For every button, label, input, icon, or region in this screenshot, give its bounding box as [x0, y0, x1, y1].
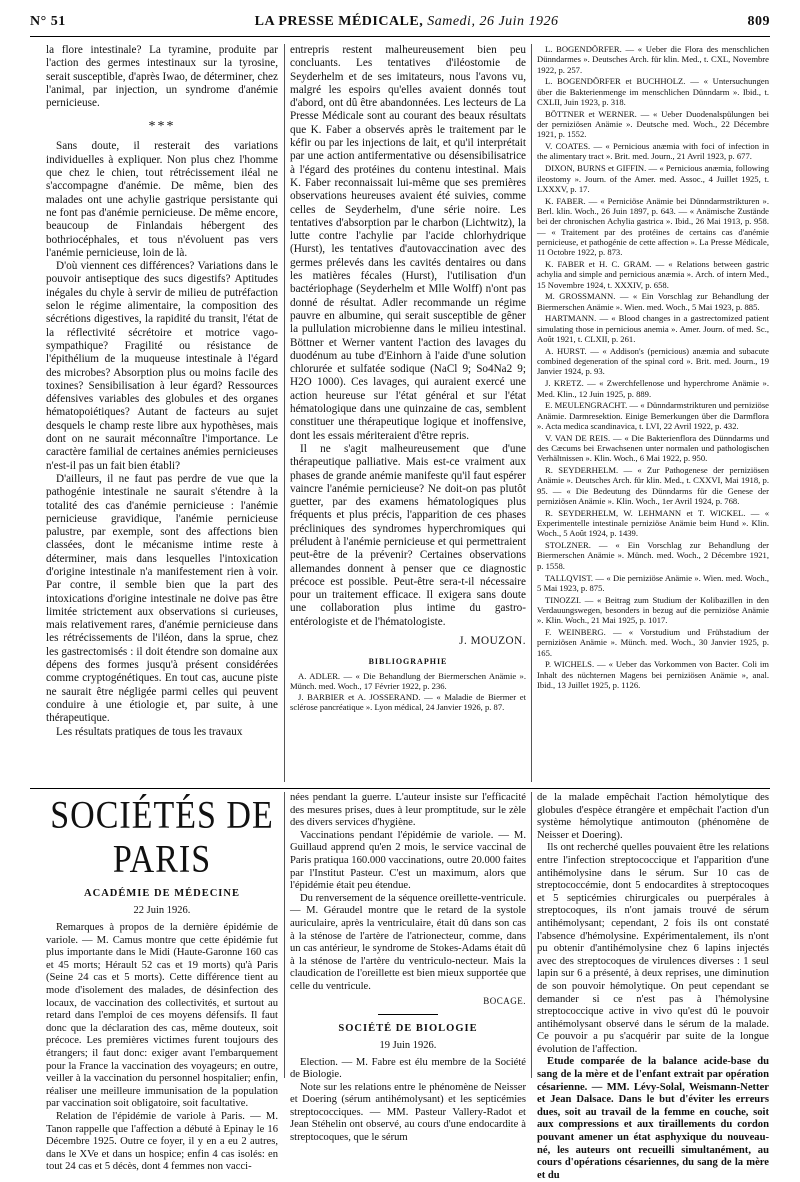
reference: J. KRETZ. — « Zwerchfellenose und hyperchrome Anämie ». Med. Klin., 12 Juin 1925, p. 889.: [537, 378, 769, 399]
section-rule: [30, 788, 770, 789]
reporter-signature: BOCAGE.: [483, 995, 526, 1006]
academy-heading: ACADÉMIE DE MÉDECINE: [84, 888, 240, 899]
page-header: [30, 14, 770, 32]
paragraph: nées pendant la guerre. L'auteur insiste sur l'efficacité des mesures prises, dues à leur promptitude, sur le zèle des divers services d'hygiène.: [290, 792, 526, 829]
session-date: 19 Juin 1926.: [379, 1039, 437, 1051]
column-divider: [284, 44, 285, 782]
paragraph: entrepris restent malheureusement bien peu concluants. Les tentatives d'iléostomie de Seyderhelm et de ses imitateurs, nous l'avons vu, malgré les espoirs qu'elles avaient donnés tout d'abord, ont dû être abandonnées. Les lecteurs de La Presse Médicale sont au courant des beaux résultats que K. Faber a observés après le traitement par le kéfir ou par les injections de lait, et qu'il interprétait par une action antifermentative ou désensibilisatrice à l'égard des protéines du contenu intestinal. Mais K. Faber reconnaissait lui-même que ses premières observations heureuses avaient été suivies, comme celles de Seyderhelm, d'une série noire. Les tentatives d'absorption par le charbon (Lichtwitz), la lutte contre l'achylie par l'acide chlorhydrique (Hurst), les tentatives d'autovaccination avec des germes prélevés dans les cavités dentaires ou dans les matières fécales (Hurst), l'utilisation d'un bactériophage (Seyderhelm et Mlle Wolff) n'ont pas donné de résultat. Adler recommande un régime pauvre en albumine, qui serait susceptible de gêner la pullulation microbienne dans le milieu intestinal. Böttner et Werner vantent l'action des lavages du duodénum au tube d'Einhorn à l'aide d'une solution chlorurée et sulfatée sodique (NaCl 9; So4Na2 9; H2O 1000). Ces lavages, qui auraient exercé une action heureuse sur l'état général et sur l'état hématologique dans une quinzaine de cas, semblent constituer une thérapeutique logique et inoffensive, dont les essais mériteraient d'être repris.: [290, 44, 526, 442]
column-divider: [531, 792, 532, 1078]
journal-title: LA PRESSE MÉDICALE,: [254, 14, 424, 29]
session-date: 22 Juin 1926.: [133, 905, 191, 916]
reference: BÖTTNER et WERNER. — « Ueber Duodenalspülungen bei der perniziösen Anämie ». Deutsche med. Woch., 22 Décembre 1921, p. 1552.: [537, 108, 769, 140]
reference: F. WEINBERG. — « Vorstudium und Frühstadium der perniziösen Anämie ». Münch. med. Woch., 30 Janvier 1925, p. 165.: [537, 627, 769, 658]
masthead: [255, 14, 559, 30]
paragraph: Remarques à propos de la dernière épidémie de variole. — M. Camus montre que cette épidémie fut plus importante dans le Midi (Haute-Garonne 160 cas et 45 morts; Hérault 52 cas et 19 morts) qu'à Paris (Seine 24 cas et 5 morts). Cette différence tient au mode d'isolement des malades, de désinfection des locaux, de vaccination des collectivités, et surtout au retard dans l'emploi de ces moyens défensifs. Il faut donc que la déclaration des cas, même douteux, soit précoce. Les premières victimes furent toujours des étrangers; il faut donc: exiger avant l'embarquement pour la France la vaccination des voyageurs; en outre, veiller à la vaccination du personnel hospitalier; enfin, réaliser une meilleure immunisation de la population par vaccination soit obligatoire, soit facultative.: [46, 922, 278, 1110]
paragraph: la flore intestinale? La tyramine, produite par l'action des germes intestinaux sur la tyrosine, serait susceptible, d'après Iwao, de déterminer, chez l'animal, par injection, un syndrome d'anémie pernicieuse.: [46, 44, 278, 110]
paragraph: Note sur les relations entre le phénomène de Neisser et Doering (sérum antihémolysant) et les septicémies streptococciques. — MM. Pasteur Vallery-Radot et Jean Stéhelin ont observé, au cours d'une endocardite à streptocoques, que le sérum: [290, 1081, 526, 1144]
reference: K. FABER. — « Perniciöse Anämie bei Dünndarmstrikturen ». Berl. klin. Woch., 26 Juin 1897, p. 643. — « Anämische Zustände bei der chronischen Achylia gastrica ». Ibid., 26 Mai 1913, p. 958. — « Traitement par des protéines de certains cas d'anémie pernicieuse, et pathogénie de cette affection ». La Presse Médicale, 11 Octobre 1922, p. 873.: [537, 195, 769, 258]
column-divider: [531, 44, 532, 782]
paragraph: Etude comparée de la balance acide-base du sang de la mère et de l'enfant extrait par opération césarienne. — MM. Lévy-Solal, Weismann-Netter et Jean Dalsace. Dans le but d'éviter les erreurs dues, soit au travail de la femme en couche, soit aux compressions et aux tiraillements du cordon pouvant amener un état asphyxique du nouveau-né, les auteurs ont recueilli simultanément, au cours d'opérations césariennes, du sang de la mère et du: [537, 1056, 769, 1181]
issue-number: N° 51: [30, 14, 66, 29]
reference: R. SEYDERHELM. — « Zur Pathogenese der perniziösen Anämie ». Deutsches Arch. für klin. Med., t. CXXVI, Mai 1918, p. 95. — « Die Bedeutung des Dünndarms für die Genese der perniziösen Anämie ». Klin. Woch., 1er Avril 1924, p. 768.: [537, 465, 769, 506]
paragraph: Du renversement de la séquence oreillette-ventricule. — M. Géraudel montre que le retard de la systole auriculaire, après la ventriculaire, était dû dans son cas à la sténose de l'artère de l'atrionecteur, comme, dans un cas antérieur, le syndrome de Stokes-Adams était dû à la sténose de l'artère du ventriculo-necteur. Mais la claudication de l'oreillette est bien mieux supportée que celle du ventricule.: [290, 892, 526, 992]
reference: STOLZNER. — « Ein Vorschlag zur Behandlung der Biermerschen Anämie ». Münch. med. Woch., 2 Décembre 1921, p. 1558.: [537, 540, 769, 571]
paragraph: Election. — M. Fabre est élu membre de la Société de Biologie.: [290, 1056, 526, 1081]
page-number: 809: [747, 14, 770, 29]
reference: A. HURST. — « Addison's (pernicious) anæmia and subacute combined degeneration of the spinal cord ». Brit. med. Journ., 19 Janvier 1924, p. 93.: [537, 345, 769, 377]
paragraph: Sans doute, il resterait des variations individuelles à expliquer. Non plus chez l'homme que chez le chien, tout rétrécissement iléal ne s'accompagne d'anémie. De même, bien des malades ont une achylie gastrique persistante qui ne font pas d'anémie pernicieuse. De même encore, beaucoup de Finlandais hébergent des bothriocéphales, et tous n'évoluent pas vers l'anémie pernicieuse, loin de là.: [46, 140, 278, 259]
societies-column-3: [537, 792, 769, 1181]
paragraph: Les résultats pratiques de tous les travaux: [56, 725, 243, 738]
reference: K. FABER et H. C. GRAM. — « Relations between gastric achylia and simple and pernicious anæmia ». Arch. of intern Med., 15 Novembre 1924, t. XXXIV, p. 658.: [537, 258, 769, 290]
paragraph: D'où viennent ces différences? Variations dans le pouvoir antiseptique des sucs digestifs? Aptitudes inégales du chyle à servir de milieu de putréfaction selon le régime alimentaire, la composition des sécrétions digestives, la rapidité du transit, l'état de la réflectivité sécrétoire et motrice vago-sympathique? Fragilité ou résistance de l'épithélium de la muqueuse intestinale à l'égard des microbes? Absorption plus ou moins facile des toxines? Sensibilisation à leur égard? Ressources défensives variables des globules et des organes hématopoiétiques? Autant de facteurs au sujet desquels le champ reste libre aux hypothèses, mais dont on ne saurait méconnaître l'importance. Le caractère familial de certaines anémies pernicieuses n'est-il pas un fait bien établi?: [46, 260, 278, 472]
reference: M. GROSSMANN. — « Ein Vorschlag zur Behandlung der Biermerschen Anämie ». Wien. med. Woch., 5 Mai 1923, p. 885.: [537, 291, 769, 312]
societies-column-1: [46, 792, 278, 1173]
societies-column-2: [290, 792, 526, 1144]
article-column-2: [290, 44, 526, 784]
paragraph: Ils ont recherché quelles pouvaient être les relations entre l'infection streptococcique et l'apparition d'une antihémolysine dans le sérum. Sur 10 cas de streptococcémie, dont 5 endocardites à streptocoques et 5 septicémies chirurgicales ou puerpérales à streptocoques, ils n'ont jamais trouvé de sérum antihémolysant; cependant, 2 fois ils ont constaté l'absence d'hémolysine. Expérimentalement, ils n'ont pu obtenir d'antihémolysine chez 6 lapins injectés avec des streptocoques de virulences diverses : 1 seul lapin sur 6 a présenté, à deux reprises, une diminution de son pouvoir hémolytique. On peut cependant se demander si ce n'est pas à l'hémolysine streptococcique active in vivo qu'est dû le pouvoir antihémolysant observé dans le sérum de la malade. Ce pouvoir a pu s'acquérir par suite de la longue évolution de l'affection.: [537, 842, 769, 1055]
reference: L. BOGENDÖRFER. — « Ueber die Flora des menschlichen Dünndarmes ». Deutsches Arch. für klin. Med., t. CXL, Novembre 1922, p. 257.: [537, 44, 769, 75]
column-divider: [284, 792, 285, 1078]
references-column: [537, 44, 769, 784]
paragraph: Relation de l'épidémie de variole à Paris. — M. Tanon rappelle que l'affection a débuté à Epinay le 16 Décembre 1925. Outre ce foyer, il y en a eu 2 autres, dans le XVe et dans un hospice; enfin 4 cas isolés: en tout 24 cas et 5 décès, dont 4 femmes non vacci-: [46, 1110, 278, 1173]
societies-title: SOCIÉTÉS DE PARIS: [50, 794, 274, 881]
reference: P. WICHELS. — « Ueber das Vorkommen von Bacter. Coli im Inhalt des nüchternen Magens bei perniziösen Anämie », anal. Ibid., 13 Juillet 1925, p. 1126.: [537, 659, 769, 691]
paragraph: D'ailleurs, il ne faut pas perdre de vue que la pathogénie intestinale ne saurait s'étendre à la totalité des cas d'anémie pernicieuse : l'anémie pernicieuse gravidique, l'anémie pernicieuse palustre, par exemple, sont des affections bien classées, dont le mécanisme intime reste à déterminer, mais dans lesquelles l'intoxication d'origine intestinale n'a manifestement rien à voir. Par contre, il semble bien que la part des intoxications d'origine intestinale ne doive pas être limitée strictement aux observations si curieuses, mais relativement rares, d'anémie pernicieuse dans les rétrécissements de l'iléon, dans la sprue, chez les gastrectomisés : il doit étendre son domaine aux dépens des formes jusqu'à présent considérées comme cryptogénétiques. En tout cas, aucune piste ne saurait être négligée parmi celles qui peuvent conduire à une étiologie et, par suite, à une thérapeutique.: [46, 472, 278, 725]
reference: HARTMANN. — « Blood changes in a gastrectomized patient simulating those in pernicious anemia ». Amer. Journ. of med. Sc., Août 1921, t. CLXII, p. 261.: [537, 313, 769, 345]
paragraph: Vaccinations pendant l'épidémie de variole. — M. Guillaud apprend qu'en 2 mois, le service vaccinal de Paris pratiqua 160.000 vaccinations, outre 20.000 faites par l'Institut Pasteur. C'est un maximum, alors que l'épidémie était peu étendue.: [290, 829, 526, 892]
reference: V. VAN DE REIS. — « Die Bakterienflora des Dünndarms und des Cæcums bei Erwachsenen unter normalen und pathologischen Verhältnissen ». Klin. Woch., 6 Mai 1922, p. 950.: [537, 432, 769, 464]
paragraph: Il ne s'agit malheureusement que d'une thérapeutique palliative. Mais est-ce vraiment aux phases de grande anémie manifeste qu'il faut espérer vaincre l'anémie pernicieuse? Ne doit-on pas plutôt guetter, par des examens hématologiques plus fréquents et plus précis, l'apparition de ces phases précliniques des syndromes hyperchromiques qui préludent à l'anémie pernicieuse et qui permettraient peut-être de la prévenir? Certaines observations allemandes donnent à penser que ce diagnostic précoce est possible. Peut-être sera-t-il nécessaire pour un traitement efficace. Il exigera sans doute une collaboration plus intime du gastro-entérologiste et de l'hématologiste.: [290, 442, 526, 628]
paragraph: de la malade empêchait l'action hémolytique des globules d'espèce étrangère et empêchait l'action d'un système hémolytique antimouton (phénomène de Neisser et Doering).: [537, 792, 769, 841]
reference: V. COATES. — « Pernicious anæmia with foci of infection in the alimentary tract ». Brit. med. Journ., 21 Avril 1923, p. 677.: [537, 141, 769, 162]
separator: [378, 1014, 438, 1015]
author-signature: J. MOUZON.: [459, 635, 526, 648]
reference: DIXON, BURNS et GIFFIN. — « Pernicious anæmia, following ileostomy ». Journ. of the Amer. med. Assoc., 4 Juillet 1925, t. LXXXV, p. 17.: [537, 163, 769, 194]
reference: R. SEYDERHELM, W. LEHMANN et T. WICKEL. — « Experimentelle intestinale perniziöse Anämie beim Hund ». Klin. Woch., 5 Août 1924, p. 1439.: [537, 507, 769, 539]
issue-date: Samedi, 26 Juin 1926: [427, 14, 559, 29]
biology-heading: SOCIÉTÉ DE BIOLOGIE: [338, 1022, 478, 1034]
reference: J. BARBIER et A. JOSSERAND. — « Maladie de Biermer et sclérose pancréatique ». Lyon médical, 24 Janvier 1926, p. 87.: [290, 691, 526, 712]
bibliography-heading: BIBLIOGRAPHIE: [368, 657, 448, 667]
reference: L. BOGENDÖRFER et BUCHHOLZ. — « Untersuchungen über die Bakterienmenge im menschlichen Dünndarm ». Ibid., t. CXLII, Juin 1923, p. 318.: [537, 76, 769, 107]
article-column-1: [46, 44, 278, 784]
reference: TALLQVIST. — « Die perniziöse Anämie ». Wien. med. Woch., 5 Mai 1923, p. 875.: [537, 572, 769, 593]
reference: TINOZZI. — « Beitrag zum Studium der Kolibazillen in den Verdauungswegen, besonders in bezug auf die perniziöse Anämie ». Klin. Woch., 21 Mai 1925, p. 1017.: [537, 594, 769, 626]
reference: A. ADLER. — « Die Behandlung der Biermerschen Anämie ». Münch. med. Woch., 17 Février 1922, p. 236.: [290, 671, 526, 692]
header-rule: [30, 36, 770, 37]
reference: E. MEULENGRACHT. — « Dünndarmstrikturen und perniziöse Anämie. Darmresektion. Einige Bemerkungen über die Darmflora ». Acta medica scandinavica, t. LVI, 22 Avril 1922, p. 432.: [537, 400, 769, 431]
section-break-stars: ***: [148, 119, 176, 135]
